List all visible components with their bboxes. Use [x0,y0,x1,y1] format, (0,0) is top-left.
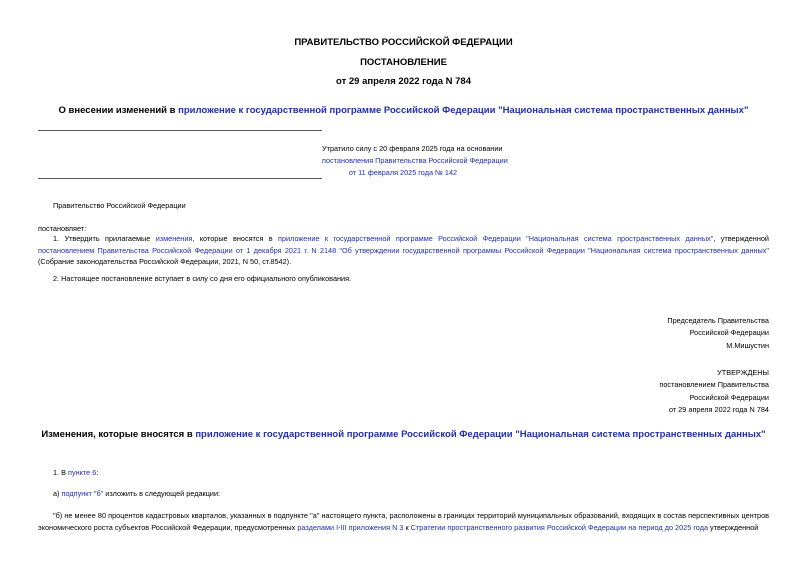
approval-line-2: постановлением Правительства [659,380,769,390]
paragraph-1 [38,233,769,268]
quoted-amendment-text-b: к [403,522,411,532]
signature-block [667,315,769,352]
decree-word: постановляет: [38,224,87,233]
status-note-text: Утратило силу с 20 февраля 2025 года на основании [322,144,503,153]
approval-stamp [659,367,769,416]
header-government: ПРАВИТЕЛЬСТВО РОССИЙСКОЙ ФЕДЕРАЦИИ [294,37,513,48]
paragraph-1-text-c: , утвержденной [713,234,769,243]
changes-link[interactable]: изменения [155,234,193,243]
changes-title-link[interactable]: приложение к государственной программе Российской Федерации "Национальная система пространственных данных" [195,429,766,440]
change-item-1-text-a: 1. В [53,468,69,477]
spatial-strategy-link[interactable]: Стратегии пространственного развития Российской Федерации на период до 2025 года [410,522,709,532]
change-item-a-text-b: изложить в следующей редакции: [103,489,221,498]
changes-title [0,429,807,440]
signature-organization: Российской Федерации [689,328,769,338]
header-doc-date: от 29 апреля 2022 года N 784 [336,76,471,87]
program-appendix-link[interactable]: приложение к государственной программе Российской Федерации "Национальная система пространственных данных" [278,234,714,243]
sections-appendix-3-link[interactable]: разделами I-III приложения N 3 [297,522,404,532]
changes-title-prefix: Изменения, которые вносятся в [41,429,196,440]
divider-top [38,130,322,131]
point-6-link[interactable]: пункте 6 [68,468,97,477]
divider-bottom [38,178,322,179]
decree-2148-link[interactable]: постановлением Правительства Российской Федерации от 1 декабря 2021 г. N 2148 "Об утверждении государственной программы Российской Федерации "Национальная система пространственных данных" [38,245,769,255]
approval-line-4: от 29 апреля 2022 года N 784 [668,404,769,414]
status-note-link-2[interactable]: от 11 февраля 2025 года № 142 [348,168,458,177]
government-intro: Правительство Российской Федерации [53,201,186,210]
quoted-amendment-text-a: "б) не менее 80 процентов кадастровых кварталов, указанных в подпункте "а" настоящего пункта, расположены в границах территорий муниципальных образований, входящих в состав перспективных центров экономического роста субъектов Российской Федерации, предусмотренных [38,511,769,532]
quoted-amendment [38,510,769,533]
approval-title: УТВЕРЖДЕНЫ [717,368,769,377]
change-item-a [53,489,220,498]
status-note [322,143,508,179]
subpoint-b-link[interactable]: подпункт "б" [61,489,104,498]
status-note-link-1[interactable]: постановления Правительства Российской Федерации [322,156,508,165]
document-title [0,105,807,116]
change-item-a-text-a: а) [53,489,62,498]
change-item-1 [53,468,98,477]
paragraph-1-text-d: (Собрание законодательства Российской Федерации, 2021, N 50, ст.8542). [38,257,292,266]
paragraph-1-text-a: 1. Утвердить прилагаемые [53,234,156,243]
paragraph-1-text-b: , которые вносятся в [192,234,279,243]
document-title-prefix: О внесении изменений в [58,105,179,116]
document-title-link[interactable]: приложение к государственной программе Российской Федерации "Национальная система пространственных данных" [178,105,749,116]
change-item-1-text-b: : [96,468,99,477]
quoted-amendment-text-c: утвержденной [708,522,759,532]
approval-line-3: Российской Федерации [689,392,769,402]
header-doc-type: ПОСТАНОВЛЕНИЕ [360,57,447,68]
signature-name: М.Мишустин [726,340,769,350]
paragraph-2: 2. Настоящее постановление вступает в силу со дня его официального опубликования. [53,274,352,283]
signature-position: Председатель Правительства [667,316,769,325]
